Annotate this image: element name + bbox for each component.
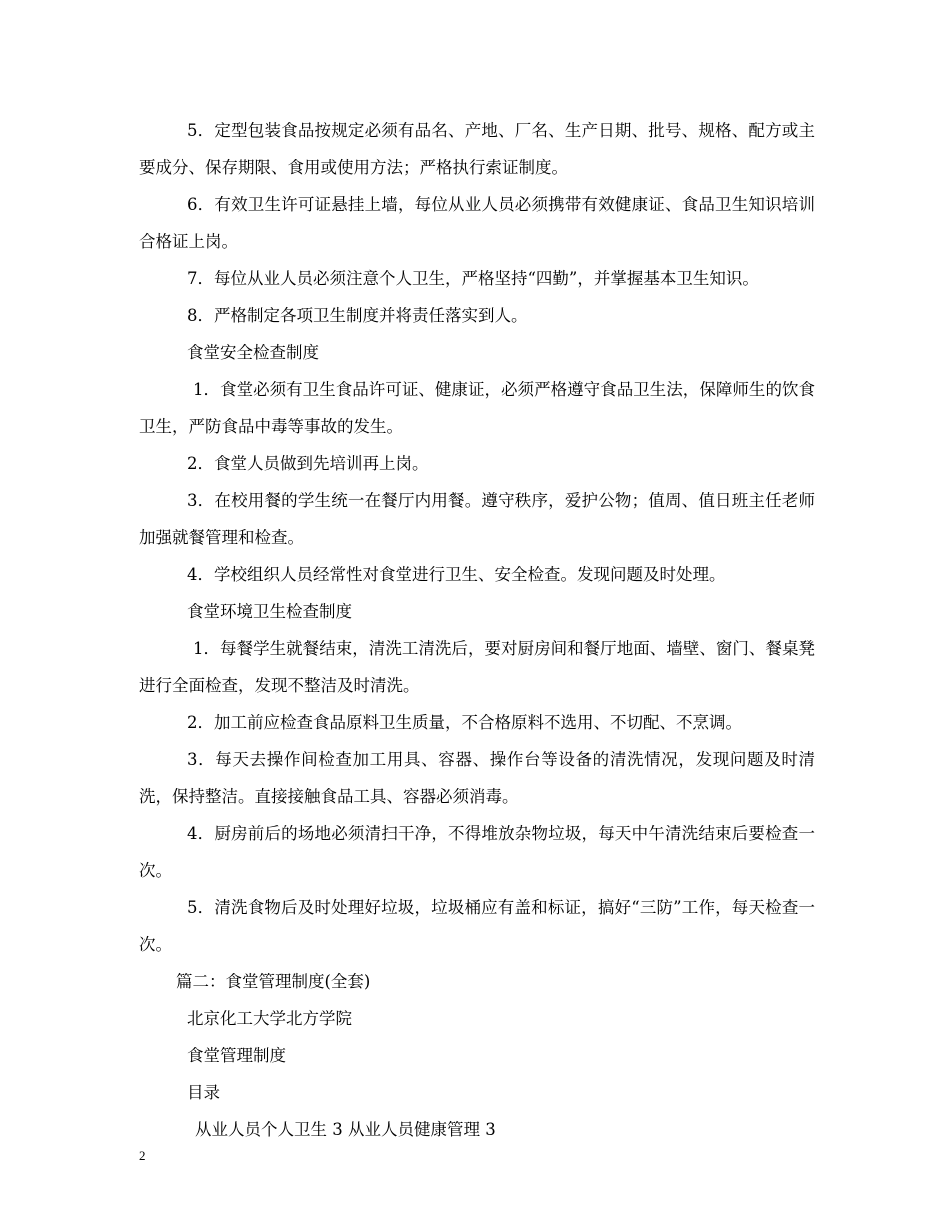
paragraph-item-5-packaging: 5．定型包装食品按规定必须有品名、产地、厂名、生产日期、批号、规格、配方或主要成分、保存期限、食用或使用方法；严格执行索证制度。 (139, 121, 815, 177)
paragraph-item-8-responsibility: 8．严格制定各项卫生制度并将责任落实到人。 (187, 306, 528, 325)
paragraph-safety-2: 2．食堂人员做到先培训再上岗。 (187, 454, 429, 473)
page-number: 2 (139, 1148, 146, 1163)
chapter-heading-part-two: 篇二：食堂管理制度(全套) (176, 972, 371, 991)
table-of-contents-heading: 目录 (187, 1083, 220, 1102)
section-heading-safety-inspection: 食堂安全检查制度 (187, 343, 319, 362)
paragraph-safety-1: 1．食堂必须有卫生食品许可证、健康证，必须严格遵守食品卫生法，保障师生的饮食卫生，严防食品中毒等事故的发生。 (139, 380, 815, 436)
paragraph-environment-3: 3．每天去操作间检查加工用具、容器、操作台等设备的清洗情况，发现问题及时清洗，保持整洁。直接接触食品工具、容器必须消毒。 (139, 750, 815, 806)
document-body (139, 112, 815, 1148)
paragraph-item-6-license: 6．有效卫生许可证悬挂上墙，每位从业人员必须携带有效健康证、食品卫生知识培训合格证上岗。 (139, 195, 815, 251)
institution-name: 北京化工大学北方学院 (187, 1009, 352, 1028)
paragraph-safety-3: 3．在校用餐的学生统一在餐厅内用餐。遵守秩序，爱护公物；值周、值日班主任老师加强就餐管理和检查。 (139, 491, 815, 547)
paragraph-environment-5: 5．清洗食物后及时处理好垃圾，垃圾桶应有盖和标证，搞好“三防”工作，每天检查一次。 (139, 898, 815, 954)
paragraph-environment-2: 2．加工前应检查食品原料卫生质量，不合格原料不选用、不切配、不烹调。 (187, 713, 742, 732)
paragraph-environment-4: 4．厨房前后的场地必须清扫干净，不得堆放杂物垃圾，每天中午清洗结束后要检查一次。 (139, 824, 815, 880)
paragraph-environment-1: 1．每餐学生就餐结束，清洗工清洗后，要对厨房间和餐厅地面、墙壁、窗门、餐桌凳进行全面检查，发现不整洁及时清洗。 (139, 639, 815, 695)
paragraph-safety-4: 4．学校组织人员经常性对食堂进行卫生、安全检查。发现问题及时处理。 (187, 565, 726, 584)
document-title: 食堂管理制度 (187, 1046, 286, 1065)
paragraph-item-7-hygiene: 7．每位从业人员必须注意个人卫生，严格坚持“四勤”，并掌握基本卫生知识。 (187, 269, 759, 288)
section-heading-environment-inspection: 食堂环境卫生检查制度 (187, 602, 352, 621)
table-of-contents-entry: 从业人员个人卫生 3 从业人员健康管理 3 (195, 1120, 496, 1139)
